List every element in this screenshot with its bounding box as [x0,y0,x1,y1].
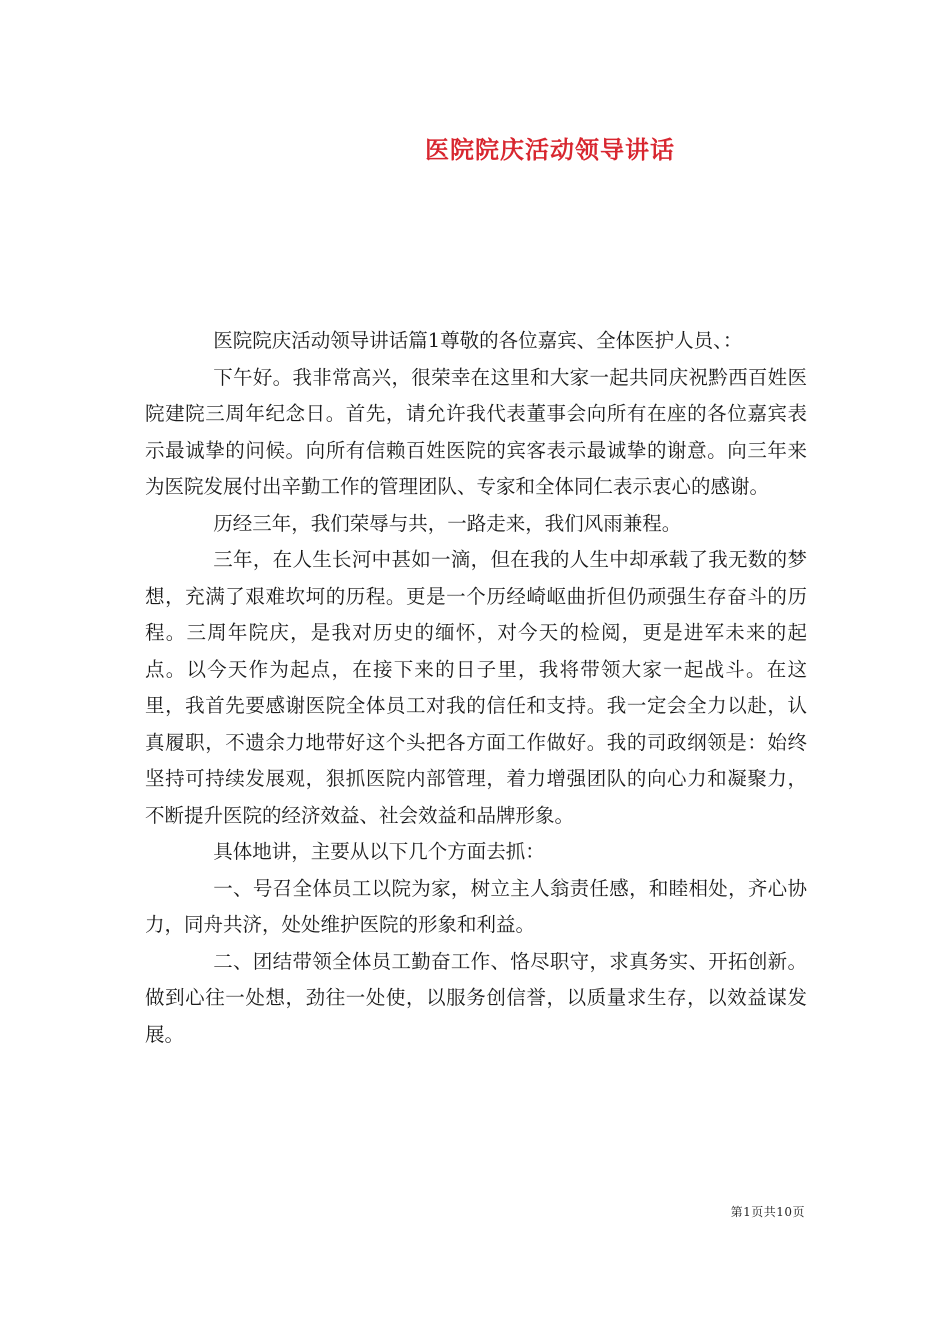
document-body [145,323,807,1053]
paragraph-4: 三年，在人生长河中甚如一滴，但在我的人生中却承载了我无数的梦想，充满了艰难坎坷的历程。更是一个历经崎岖曲折但仍顽强生存奋斗的历程。三周年院庆，是我对历史的缅怀，对今天的检阅，更是进军未来的起点。以今天作为起点，在接下来的日子里，我将带领大家一起战斗。在这里，我首先要感谢医院全体员工对我的信任和支持。我一定会全力以赴，认真履职，不遗余力地带好这个头把各方面工作做好。我的司政纲领是：始终坚持可持续发展观，狠抓医院内部管理，着力增强团队的向心力和凝聚力，不断提升医院的经济效益、社会效益和品牌形象。 [145,548,807,827]
paragraph-5: 具体地讲，主要从以下几个方面去抓： [213,840,545,863]
paragraph-3: 历经三年，我们荣辱与共，一路走来，我们风雨兼程。 [213,511,682,535]
paragraph-2: 下午好。我非常高兴，很荣幸在这里和大家一起共同庆祝黔西百姓医院建院三周年纪念日。首先，请允许我代表董事会向所有在座的各位嘉宾表示最诚挚的问候。向所有信赖百姓医院的宾客表示最诚挚的谢意。向三年来为医院发展付出辛勤工作的管理团队、专家和全体同仁表示衷心的感谢。 [145,365,807,498]
paragraph-1: 医院院庆活动领导讲话篇1尊敬的各位嘉宾、全体医护人员、： [213,329,743,352]
paragraph-7: 二、团结带领全体员工勤奋工作、恪尽职守，求真务实、开拓创新。做到心往一处想，劲往一处使，以服务创信誉，以质量求生存，以效益谋发展。 [145,949,807,1046]
paragraph-6: 一、号召全体员工以院为家，树立主人翁责任感，和睦相处，齐心协力，同舟共济，处处维护医院的形象和利益。 [145,876,807,936]
document-title: 医院院庆活动领导讲话 [425,135,675,164]
page-number-footer: 第1页共10页 [730,1205,805,1219]
